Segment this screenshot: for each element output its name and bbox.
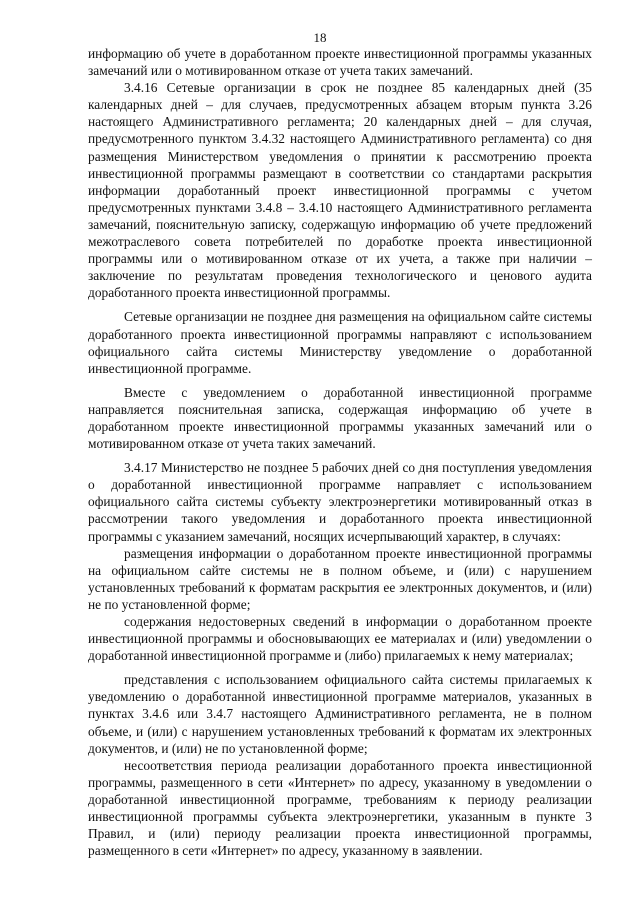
paragraph-network-notice: Сетевые организации не позднее дня размещения на официальном сайте системы доработанного проекта инвестиционной программы направляют с использованием официального сайта системы Министерству уведомление о доработанной инвестиционной программе. <box>88 309 592 376</box>
paragraph-3-4-17: 3.4.17 Министерство не позднее 5 рабочих дней со дня поступления уведомления о доработанной инвестиционной программе направляет с использованием официального сайта системы субъекту электроэнергетики мотивированный отказ в рассмотрении такого уведомления и доработанного проекта инвестиционной программы с указанием замечаний, носящих исчерпывающий характер, в случаях: <box>88 460 592 544</box>
list-item-incomplete-info: размещения информации о доработанном проекте инвестиционной программы на официальном сайте системы не в полном объеме, и (или) с нарушением установленных требований к форматам раскрытия ее электронных документов, и (или) не по установленной форме; <box>88 545 592 612</box>
document-body <box>88 45 592 859</box>
paragraph-continuation: информацию об учете в доработанном проекте инвестиционной программы указанных замечаний или о мотивированном отказе от учета таких замечаний. <box>88 46 592 79</box>
list-item-false-info: содержания недостоверных сведений в информации о доработанном проекте инвестиционной программы и обосновывающих ее материалах и (или) уведомлении о доработанной инвестиционной программе и (либо) прилагаемых к нему материалах; <box>88 614 592 664</box>
list-item-materials: представления с использованием официального сайта системы прилагаемых к уведомлению о доработанной инвестиционной программе материалов, указанных в пунктах 3.4.6 или 3.4.7 настоящего Административного регламента, не в полном объеме, и (или) с нарушением установленных требований к форматам их электронных документов, и (или) не по установленной форме; <box>88 672 592 756</box>
page-number: 18 <box>313 30 327 45</box>
paragraph-3-4-16: 3.4.16 Сетевые организации в срок не позднее 85 календарных дней (35 календарных дней – для случаев, предусмотренных абзацем вторым пункта 3.26 настоящего Административного регламента; 20 календарных дней – для случая, предусмотренного пунктом 3.4.32 настоящего Административного регламента) со дня размещения Министерством уведомления о принятии к рассмотрению проекта инвестиционной программы размещают в соответствии со стандартами раскрытия информации доработанный проект инвестиционной программы с учетом предусмотренных пунктами 3.4.8 – 3.4.10 настоящего Административного регламента замечаний, пояснительную записку, содержащую информацию об учете предложений межотраслевого совета потребителей по доработке проекта инвестиционной программы или о мотивированном отказе от их учета, а также при наличии – заключение по результатам проведения технологического и ценового аудита доработанного проекта инвестиционной программы. <box>88 80 592 301</box>
list-item-period-mismatch: несоответствия периода реализации доработанного проекта инвестиционной программы, размещенного в сети «Интернет» по адресу, указанному в уведомлении о доработанной инвестиционной программе, требованиям к периоду реализации инвестиционной программы субъекта электроэнергетики, указанным в пункте 3 Правил, и (или) периоду реализации проекта инвестиционной программы, размещенного в сети «Интернет» по адресу, указанному в заявлении. <box>88 757 592 859</box>
paragraph-explanatory-note: Вместе с уведомлением о доработанной инвестиционной программе направляется пояснительная записка, содержащая информацию об учете в доработанном проекте инвестиционной программы указанных замечаний или о мотивированном отказе от учета таких замечаний. <box>88 384 592 452</box>
